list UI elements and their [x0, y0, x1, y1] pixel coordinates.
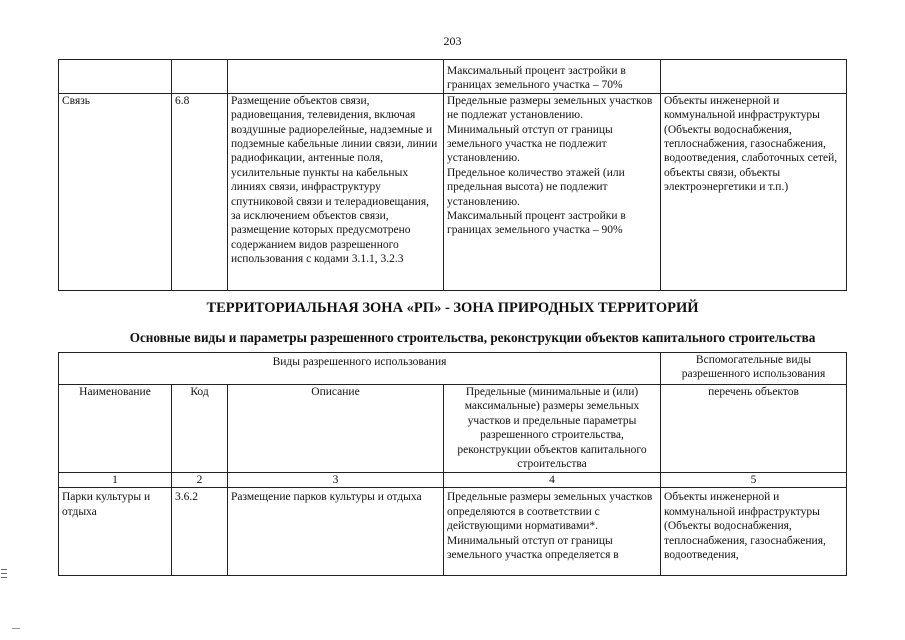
param-line: Максимальный процент застройки в границах земельного участка – 90% [447, 210, 626, 237]
column-number: 5 [661, 473, 847, 488]
header-params: Предельные (минимальные и (или) максимальные) размеры земельных участков и предельные параметры разрешенного строительства, реконструкции объектов капитального строительства [444, 385, 661, 473]
margin-mark [1, 569, 7, 583]
param-line: Минимальный отступ от границы земельного участка определяется в [447, 534, 619, 562]
header-aux: Вспомогательные виды разрешенного использования [661, 353, 847, 385]
table-cell [172, 60, 228, 94]
zone-title: ТЕРРИТОРИАЛЬНАЯ ЗОНА «РП» - ЗОНА ПРИРОДНЫХ ТЕРРИТОРИЙ [206, 300, 699, 316]
param-line: Предельное количество этажей (или предельная высота) не подлежит установлению. [447, 166, 625, 208]
header-description: Описание [228, 385, 444, 473]
use-description: Размещение объектов связи, радиовещания, телевидения, включая воздушные радиорелейные, надземные и подземные кабельные линии связи, линии радиофикации, антенные поля, усилительные пункты на кабельных линиях связи, инфраструктуру спутниковой связи и телерадиовещания, за исключением объектов связи, размещение которых предусмотрено содержанием видов разрешенного использования с кодами 3.1.1, 3.2.3 [228, 93, 444, 290]
header-code: Код [172, 385, 228, 473]
column-number: 4 [444, 473, 661, 488]
table-continued [58, 59, 847, 291]
table-cell: Максимальный процент застройки в границах земельного участка – 70% [444, 60, 661, 94]
param-line: Предельные размеры земельных участков определяются в соответствии с действующими нормативами*. [447, 491, 653, 533]
use-params [444, 488, 661, 576]
table-row [59, 60, 847, 94]
table-number-row [59, 473, 847, 488]
scan-mark [12, 628, 20, 629]
use-name: Парки культуры и отдыха [59, 488, 172, 576]
section-title: Основные виды и параметры разрешенного строительства, реконструкции объектов капитального строительства [129, 330, 816, 345]
use-code: 6.8 [172, 93, 228, 290]
use-auxiliary: Объекты инженерной и коммунальной инфраструктуры (Объекты водоснабжения, теплоснабжения, газоснабжения, водоотведения, слаботочных сетей, объекты связи, объекты электроэнергетики и т.п.) [661, 93, 847, 290]
header-name: Наименование [59, 385, 172, 473]
column-number: 3 [228, 473, 444, 488]
table-zone-rp [58, 352, 847, 576]
param-line: Минимальный отступ от границы земельного участка не подлежит установлению. [447, 123, 613, 165]
column-number: 2 [172, 473, 228, 488]
header-group: Виды разрешенного использования [59, 353, 661, 385]
table-cell [59, 60, 172, 94]
table-cell [661, 60, 847, 94]
use-description: Размещение парков культуры и отдыха [228, 488, 444, 576]
use-auxiliary: Объекты инженерной и коммунальной инфраструктуры (Объекты водоснабжения, теплоснабжения, газоснабжения, водоотведения, [661, 488, 847, 576]
page-number: 203 [443, 34, 462, 48]
use-code: 3.6.2 [172, 488, 228, 576]
use-name: Связь [59, 93, 172, 290]
use-params [444, 93, 661, 290]
param-line: Предельные размеры земельных участков не подлежат установлению. [447, 94, 653, 122]
table-cell [228, 60, 444, 94]
column-number: 1 [59, 473, 172, 488]
header-aux-list: перечень объектов [661, 385, 847, 473]
table-header-row [59, 353, 847, 385]
table-row [59, 93, 847, 290]
table-row [59, 488, 847, 576]
table-header-row [59, 385, 847, 473]
